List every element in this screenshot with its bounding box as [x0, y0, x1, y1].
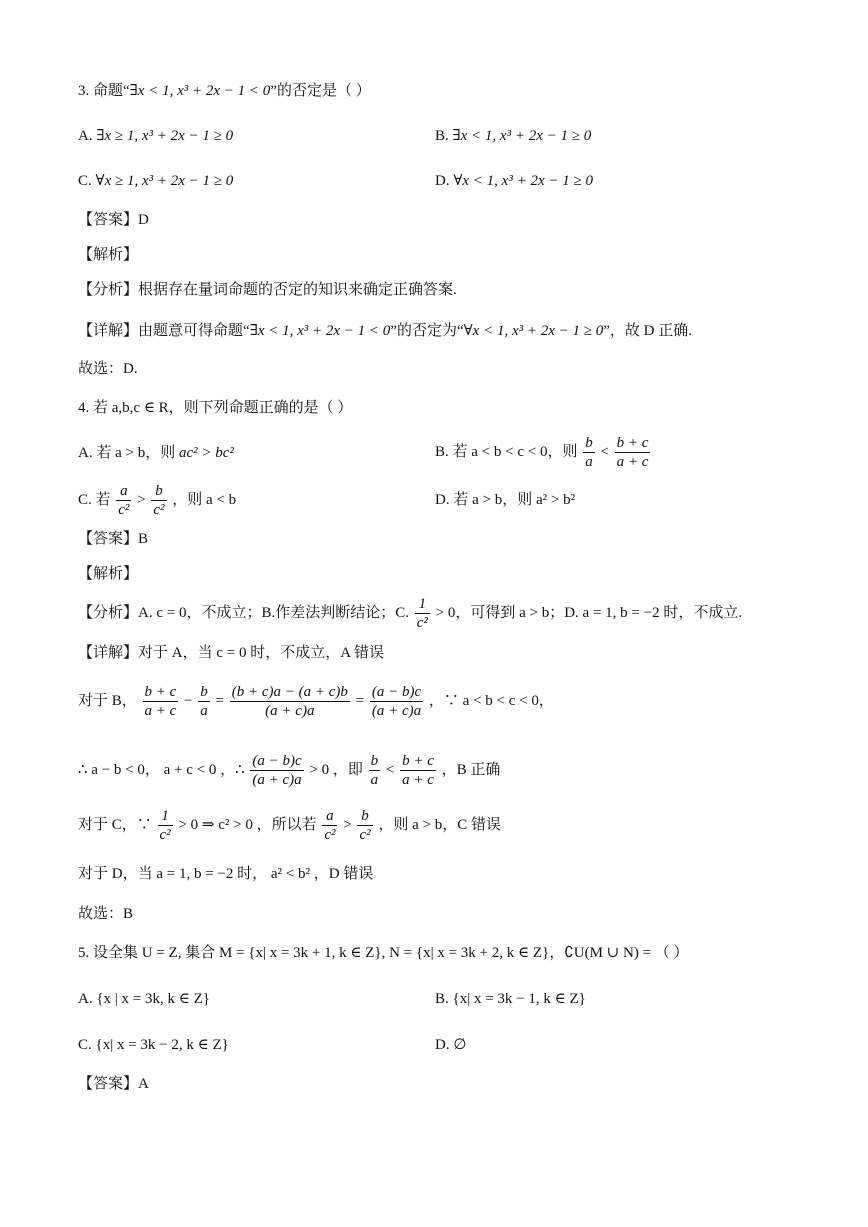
- q4-option-c: C. 若 $\frac{a}{\text{c²}}$ > $\frac{b}{\text{c²}}$ ，则 a < b: [78, 483, 237, 518]
- fraction-b-over-c2: $\frac{b}{\text{c²}}$: [153, 483, 165, 518]
- q5-option-d: D. ∅: [435, 1037, 467, 1053]
- q5-option-a: A. {x | x = 3k, k ∈ Z}: [78, 991, 210, 1007]
- q3-stem: 3. 命题“∃x < 1, x³ + 2x − 1 < 0”的否定是（ ）: [78, 83, 371, 99]
- q4-analysis-heading: 【解析】: [78, 566, 139, 582]
- q3-option-c: C. ∀x ≥ 1, x³ + 2x − 1 ≥ 0: [78, 173, 234, 189]
- q5-option-c: C. {x| x = 3k − 2, k ∈ Z}: [78, 1037, 229, 1053]
- q5-stem: 5. 设全集 U = Z, 集合 M = {x| x = 3k + 1, k ∈ Z}, N = {x| x = 3k + 2, k ∈ Z}，∁U(M ∪ N) = （ ）: [78, 945, 689, 961]
- q4-option-d: D. 若 a > b，则 a² > b²: [435, 492, 576, 508]
- fraction-b-over-a: $\frac{b}{a}$: [585, 435, 593, 470]
- q4-detail-b2: ∴ a − b < 0， a + c < 0 ，∴ $\frac{(a - b)c}{(a + c)a}$ > 0 ，即 $\frac{b}{a}$ < $\frac{b + c}{a + c}$ ，B 正确: [78, 753, 501, 788]
- q4-option-b: B. 若 a < b < c < 0，则 $\frac{b}{a}$ < $\frac{b + c}{a + c}$: [435, 435, 649, 470]
- q4-stem: 4. 若 a,b,c ∈ R，则下列命题正确的是（ ）: [78, 400, 353, 416]
- q3-option-a: A. ∃x ≥ 1, x³ + 2x − 1 ≥ 0: [78, 128, 234, 144]
- fraction-a-over-c2: $\frac{a}{\text{c²}}$: [118, 483, 130, 518]
- q3-analysis-heading: 【解析】: [78, 247, 139, 263]
- q3-fenxi: 【分析】根据存在量词命题的否定的知识来确定正确答案.: [78, 282, 457, 298]
- q3-option-b: B. ∃x < 1, x³ + 2x − 1 ≥ 0: [435, 128, 592, 144]
- q4-detail-c: 对于 C，∵ $\frac{1}{\text{c²}}$ > 0 ⇒ c² > 0 ，所以若 $\frac{a}{\text{c²}}$ > $\frac{b}{\text{c²}}$ ，则 a > b，C 错误: [78, 808, 501, 843]
- q3-choose: 故选：D.: [78, 361, 138, 377]
- q4-fenxi: 【分析】A. c = 0，不成立；B.作差法判断结论；C. $\frac{1}{\text{c²}}$ > 0，可得到 a > b；D. a = 1, b = −2 时，不成立.: [78, 596, 743, 631]
- q3-answer: 【答案】D: [78, 212, 149, 228]
- q4-detail-b: 对于 B， $\frac{b + c}{a + c}$ − $\frac{b}{a}$ = $\frac{(b + c)a - (a + c)b}{(a + c)a}$ = $\frac{(a - b)c}{(a + c)a}$ ，∵ a < b < c < 0，: [78, 684, 554, 719]
- q5-answer: 【答案】A: [78, 1076, 149, 1092]
- q4-detail-a: 【详解】对于 A，当 c = 0 时，不成立，A 错误: [78, 645, 384, 661]
- q5-option-b: B. {x| x = 3k − 1, k ∈ Z}: [435, 991, 586, 1007]
- fraction-bc-over-ac: $\frac{b + c}{a + c}$: [616, 435, 649, 470]
- q3-option-d: D. ∀x < 1, x³ + 2x − 1 ≥ 0: [435, 173, 593, 189]
- q4-choose: 故选：B: [78, 906, 134, 922]
- q4-answer: 【答案】B: [78, 531, 149, 547]
- q4-option-a: A. 若 a > b，则 ac² > bc²: [78, 445, 234, 461]
- q3-detail: 【详解】由题意可得命题“∃x < 1, x³ + 2x − 1 < 0”的否定为“∀x < 1, x³ + 2x − 1 ≥ 0”，故 D 正确.: [78, 323, 692, 339]
- q4-detail-d: 对于 D，当 a = 1, b = −2 时， a² < b² ，D 错误: [78, 866, 374, 882]
- fraction-1-over-c2: $\frac{1}{\text{c²}}$: [416, 596, 428, 631]
